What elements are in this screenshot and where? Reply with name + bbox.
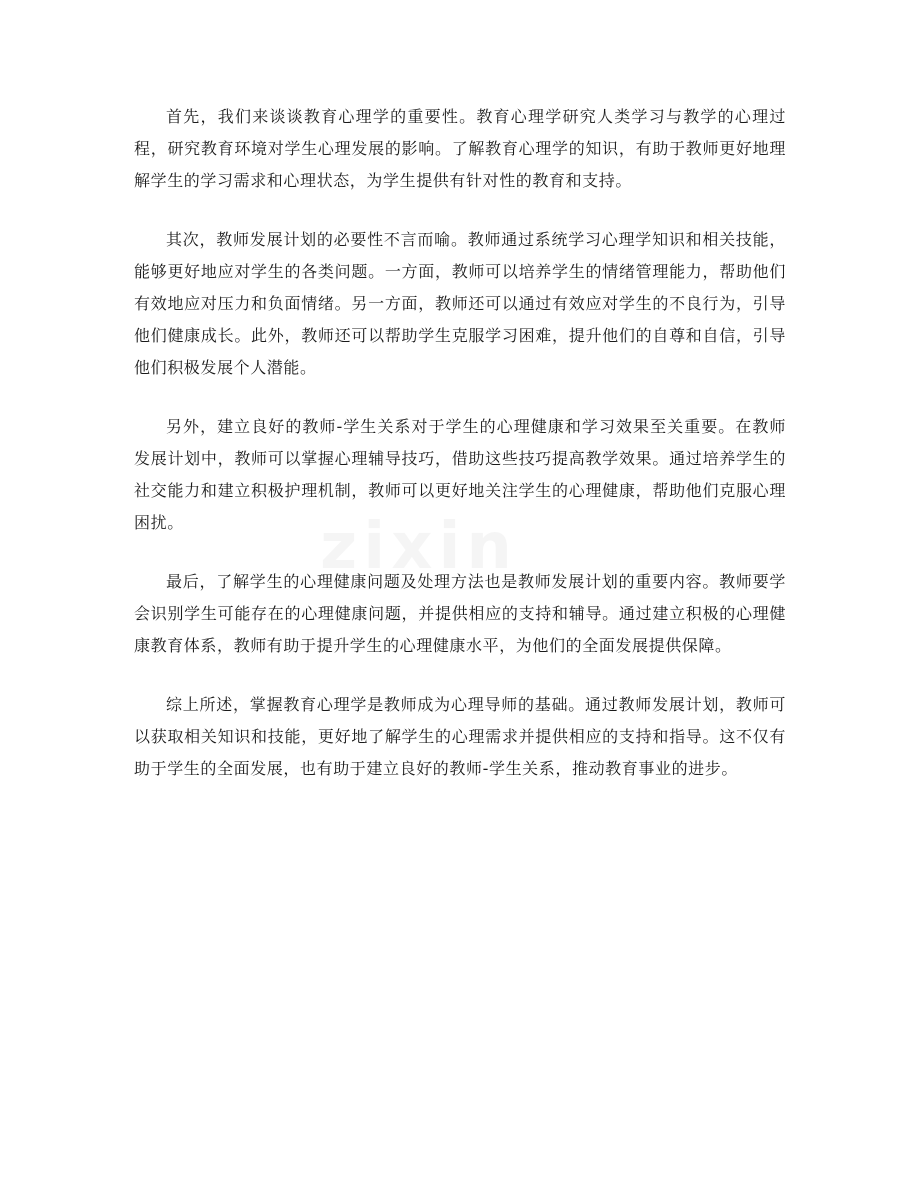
paragraph-conclusion: 综上所述，掌握教育心理学是教师成为心理导师的基础。通过教师发展计划，教师可以获取相关知识和技能，更好地了解学生的心理需求并提供相应的支持和指导。这不仅有助于学生的全面发展，也有助于建立良好的教师-学生关系，推动教育事业的进步。 [134,695,786,778]
paragraph-student-mental-health: 最后，了解学生的心理健康问题及处理方法也是教师发展计划的重要内容。教师要学会识别学生可能存在的心理健康问题，并提供相应的支持和辅导。通过建立积极的心理健康教育体系，教师有助于提升学生的心理健康水平，为他们的全面发展提供保障。 [134,572,786,655]
paragraph-teacher-student-relationship: 另外，建立良好的教师-学生关系对于学生的心理健康和学习效果至关重要。在教师发展计划中，教师可以掌握心理辅导技巧，借助这些技巧提高教学效果。通过培养学生的社交能力和建立积极护理机制，教师可以更好地关注学生的心理健康，帮助他们克服心理困扰。 [134,417,786,532]
paragraph-importance-of-educational-psychology: 首先，我们来谈谈教育心理学的重要性。教育心理学研究人类学习与教学的心理过程，研究教育环境对学生心理发展的影响。了解教育心理学的知识，有助于教师更好地理解学生的学习需求和心理状态，为学生提供有针对性的教育和支持。 [134,107,786,190]
paragraph-necessity-of-teacher-development: 其次，教师发展计划的必要性不言而喻。教师通过系统学习心理学知识和相关技能，能够更好地应对学生的各类问题。一方面，教师可以培养学生的情绪管理能力，帮助他们有效地应对压力和负面情绪。另一方面，教师还可以通过有效应对学生的不良行为，引导他们健康成长。此外，教师还可以帮助学生克服学习困难，提升他们的自尊和自信，引导他们积极发展个人潜能。 [134,230,786,377]
document-body [134,101,786,812]
